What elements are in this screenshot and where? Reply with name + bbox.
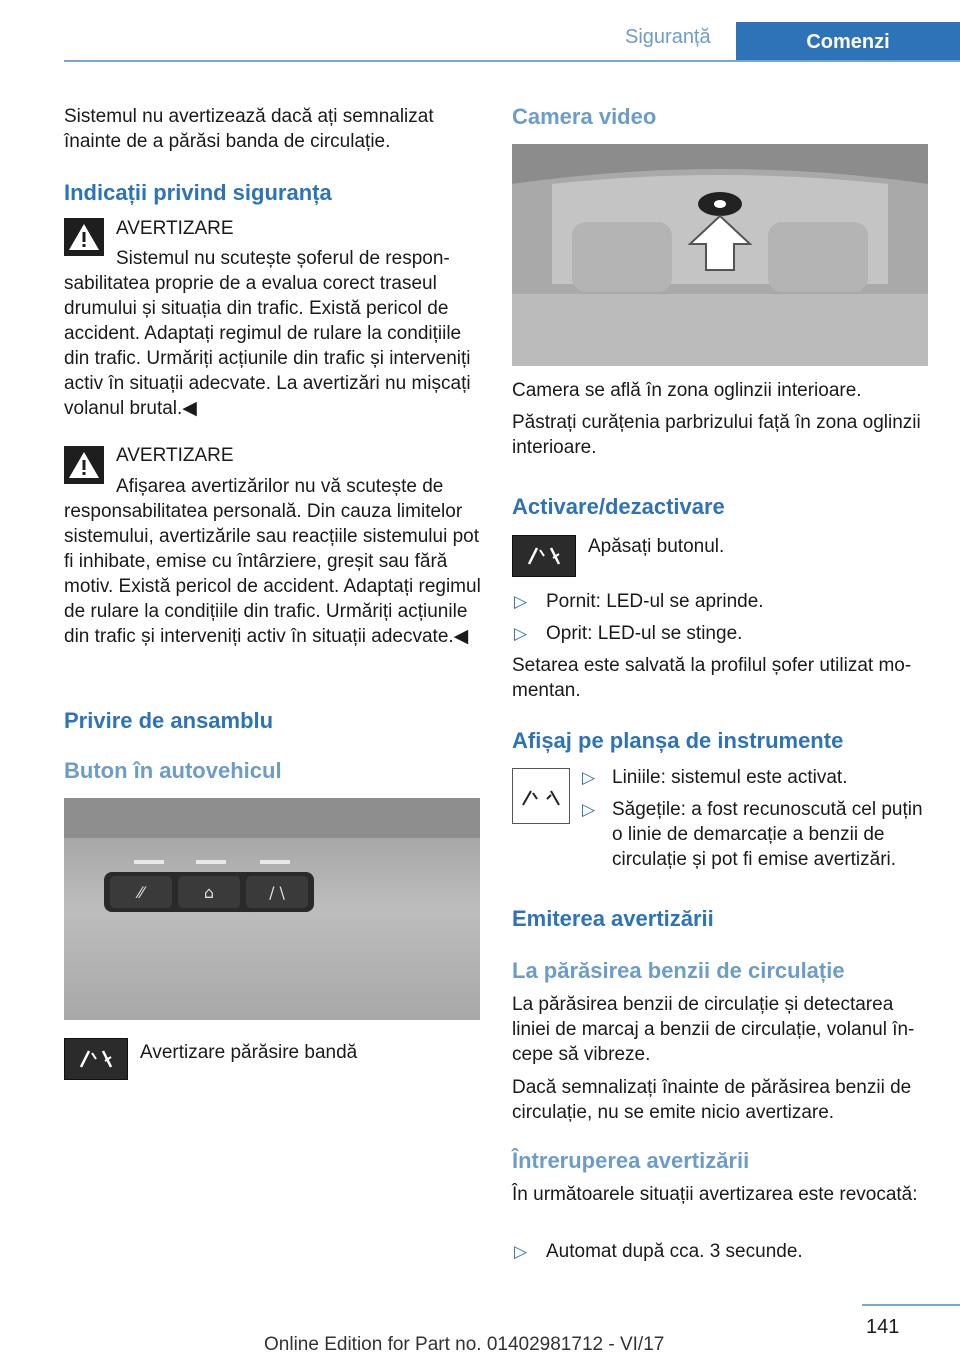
leaving-lane-heading: La părăsirea benzii de circulație (512, 958, 845, 983)
camera-photo (512, 144, 928, 366)
activate-heading: Activare/dezactivare (512, 494, 725, 519)
button-caption: Avertizare părăsire bandă (140, 1042, 358, 1063)
warning1-text: Sistemul nu scutește șoferul de responsabilitatea proprie de a evalua corect traseul drumului și situația din trafic. Există pericol de accident. Adaptați regimul de rulare la condițiile din trafic. Urmăriți acțiunile din trafic și interveniți activ în situații adecvate. La avertizări nu mișcați volanul brutal.◀ (64, 248, 471, 419)
warning2-title: AVERTIZARE (116, 445, 234, 466)
button-heading: Buton în autovehicul (64, 758, 282, 783)
footer-rule (862, 1304, 960, 1306)
overview-heading: Privire de ansamblu (64, 708, 274, 733)
camera-heading: Camera video (512, 104, 657, 129)
intro-paragraph: Sistemul nu avertizează dacă ați semnalizat înainte de a părăsi banda de circulație. (64, 106, 434, 152)
display-bullet-2: Săgețile: a fost recunoscută cel puțin o linie de demarcație a benzii de circulație și pot fi emise avertizări. (612, 799, 923, 870)
camera-location: Camera se află în zona oglinzii interioare. (512, 380, 862, 401)
warning2-text: Afișarea avertizărilor nu vă scutește de responsabilitatea personală. Din cauza limitelor sistemului, avertizările sau reacțiile sistemului pot fi inhibate, emise cu întârziere, greșit sau fără motiv. Există pericol de accident. Adaptați regimul de rulare la condițiile din trafic. Urmăriți acțiunile din trafic și interveniți activ în situații adecvate.◀ (64, 476, 481, 647)
interrupt-heading: Întreruperea avertizării (512, 1148, 750, 1173)
leaving-lane-text-1: La părăsirea benzii de circulație și detectarea liniei de marcaj a benzii de circulație, volanul începe să vibreze. (512, 994, 915, 1065)
activate-text: Apăsați butonul. (588, 536, 725, 557)
svg-text:⁄⁄: ⁄⁄ (138, 883, 144, 902)
triangle-right-icon: ▷ (582, 800, 596, 819)
lane-departure-button-icon (512, 535, 576, 577)
display-bullet-1: Liniile: sistemul este activat. (612, 767, 848, 788)
interrupt-text: În următoarele situații avertizarea este revocată: (512, 1184, 918, 1205)
button-panel-photo (64, 798, 480, 1020)
lane-lines-display-icon (512, 768, 570, 824)
footer-edition: Online Edition for Part no. 01402981712 - VI/17 (264, 1334, 665, 1355)
lane-departure-button-icon (64, 1038, 128, 1080)
activate-bullet-1: Pornit: LED-ul se aprinde. (546, 591, 764, 612)
header-rule (64, 60, 960, 62)
leaving-lane-text-2: Dacă semnalizați înainte de părăsirea benzii de circulație, nu se emite nicio avertizare. (512, 1077, 912, 1123)
triangle-right-icon: ▷ (514, 624, 528, 643)
header-tab[interactable]: Comenzi (736, 22, 960, 62)
camera-cleanliness: Păstrați curățenia parbrizului față în zona oglinzii interioare. (512, 412, 921, 458)
header-section-label: Siguranță (625, 26, 711, 48)
page-number: 141 (866, 1316, 900, 1338)
display-heading: Afișaj pe planșa de instrumente (512, 728, 844, 753)
warning1-title: AVERTIZARE (116, 218, 234, 239)
safety-heading: Indicații privind siguranța (64, 180, 332, 205)
triangle-right-icon: ▷ (514, 592, 528, 611)
activate-note: Setarea este salvată la profilul șofer utilizat momentan. (512, 655, 912, 701)
svg-text:⌂: ⌂ (203, 883, 215, 902)
activate-bullet-2: Oprit: LED-ul se stinge. (546, 623, 743, 644)
interrupt-bullet-1: Automat după cca. 3 secunde. (546, 1241, 803, 1262)
warning-emission-heading: Emiterea avertizării (512, 906, 714, 931)
triangle-right-icon: ▷ (582, 768, 596, 787)
triangle-right-icon: ▷ (514, 1242, 528, 1261)
svg-text:/ \: / \ (269, 883, 285, 902)
